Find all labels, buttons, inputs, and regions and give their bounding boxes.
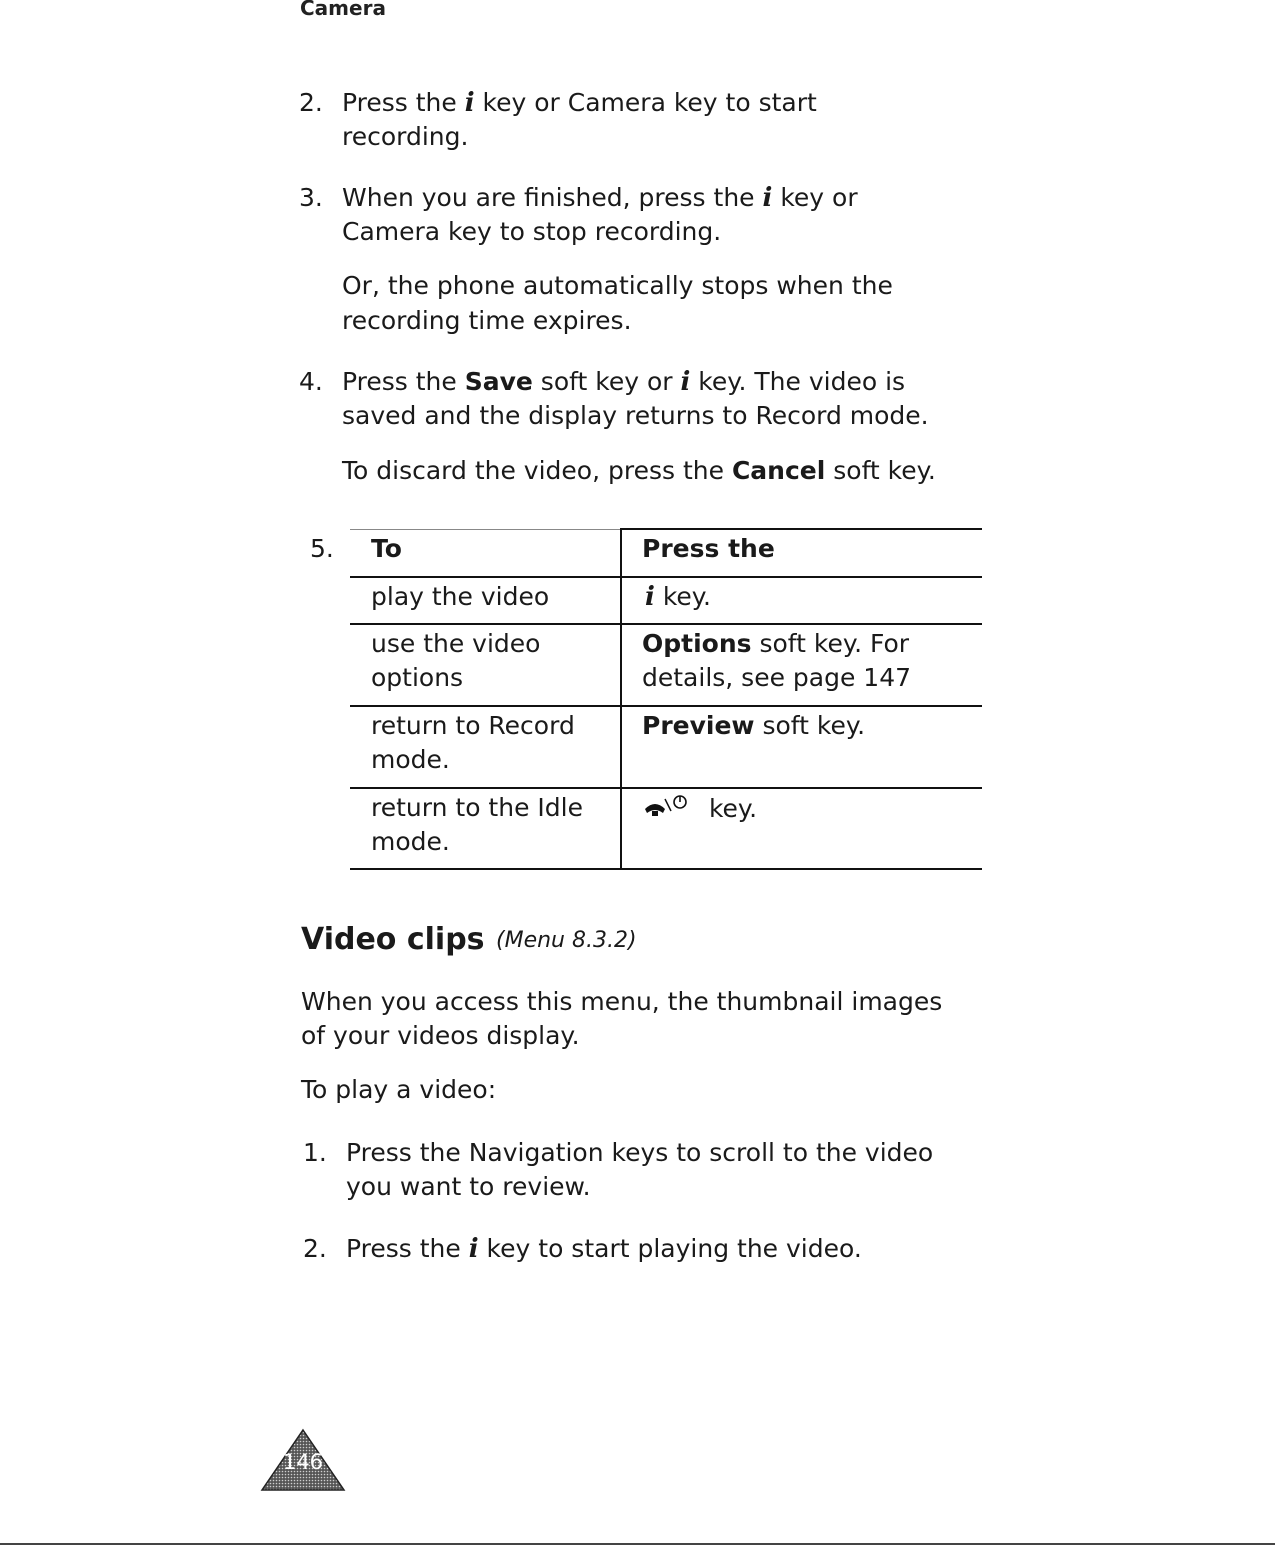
i-key-icon: i	[645, 582, 655, 612]
table-rule	[350, 623, 982, 625]
table-cell	[642, 627, 909, 661]
text: key or Camera key to start	[474, 88, 817, 117]
text: soft key.	[754, 711, 866, 740]
play-step-1-line-2: you want to review.	[346, 1172, 591, 1201]
table-rule	[350, 705, 982, 707]
bottom-rule	[0, 1543, 1275, 1545]
table-cell: mode.	[371, 745, 450, 774]
table-cell: use the video	[371, 629, 541, 658]
table-cell: details, see page 147	[642, 663, 912, 692]
section-intro-line-1: When you access this menu, the thumbnail images	[301, 987, 943, 1016]
play-intro: To play a video:	[301, 1075, 497, 1104]
step-2-line-1	[342, 86, 817, 120]
table-column-divider	[620, 528, 622, 870]
step-4-line-2: saved and the display returns to Record mode.	[342, 401, 929, 430]
text: soft key.	[825, 456, 936, 485]
section-intro-line-2: of your videos display.	[301, 1021, 580, 1050]
text: soft key or	[532, 367, 681, 396]
table-rule	[350, 787, 982, 789]
step-3-line-2: Camera key to stop recording.	[342, 217, 722, 246]
table-rule	[620, 528, 982, 530]
table-cell	[643, 791, 757, 826]
i-key-icon: i	[468, 1234, 479, 1264]
i-key-icon: i	[680, 367, 691, 397]
play-step-2	[346, 1232, 862, 1266]
options-label: Options	[642, 629, 752, 658]
end-power-key-icon	[643, 791, 701, 821]
step-4-line-1	[342, 365, 905, 399]
table-header-press: Press the	[642, 534, 775, 563]
step-number: 2.	[299, 88, 323, 117]
table-cell	[642, 709, 865, 743]
i-key-icon: i	[464, 88, 475, 118]
text: To discard the video, press the	[342, 456, 732, 485]
play-step-1-line-1: Press the Navigation keys to scroll to the video	[346, 1138, 934, 1167]
table-cell: options	[371, 663, 464, 692]
text: soft key. For	[751, 629, 910, 658]
step-number: 3.	[299, 183, 323, 212]
section-menu-ref: (Menu 8.3.2)	[496, 928, 637, 953]
step-number: 5.	[310, 534, 334, 563]
page-number: 146	[282, 1450, 324, 1474]
text: Press the	[346, 1234, 469, 1263]
table-rule	[350, 868, 982, 870]
discard-note	[342, 454, 936, 488]
text: key.	[701, 794, 758, 823]
table-cell: return to Record	[371, 711, 575, 740]
text: key or	[772, 183, 858, 212]
running-header: Camera	[300, 0, 386, 20]
text: When you are finished, press the	[342, 183, 763, 212]
step-number: 2.	[303, 1234, 327, 1263]
table-header-to: To	[371, 534, 402, 563]
text: Press the	[342, 367, 465, 396]
save-label: Save	[464, 367, 533, 396]
step-number: 1.	[303, 1138, 327, 1167]
step-2-line-2: recording.	[342, 122, 469, 151]
section-title: Video clips	[301, 922, 485, 957]
cancel-label: Cancel	[731, 456, 826, 485]
step-number: 4.	[299, 367, 323, 396]
text: key.	[654, 582, 711, 611]
text: Press the	[342, 88, 465, 117]
step-3-line-1	[342, 181, 858, 215]
table-cell	[645, 580, 711, 614]
table-cell: mode.	[371, 827, 450, 856]
note-line-1: Or, the phone automatically stops when the	[342, 271, 893, 300]
table-cell: return to the Idle	[371, 793, 583, 822]
table-cell: play the video	[371, 582, 550, 611]
i-key-icon: i	[762, 183, 773, 213]
table-rule	[350, 529, 620, 530]
text: key to start playing the video.	[478, 1234, 862, 1263]
table-rule	[350, 576, 982, 578]
note-line-2: recording time expires.	[342, 306, 632, 335]
text: key. The video is	[690, 367, 906, 396]
preview-label: Preview	[642, 711, 755, 740]
